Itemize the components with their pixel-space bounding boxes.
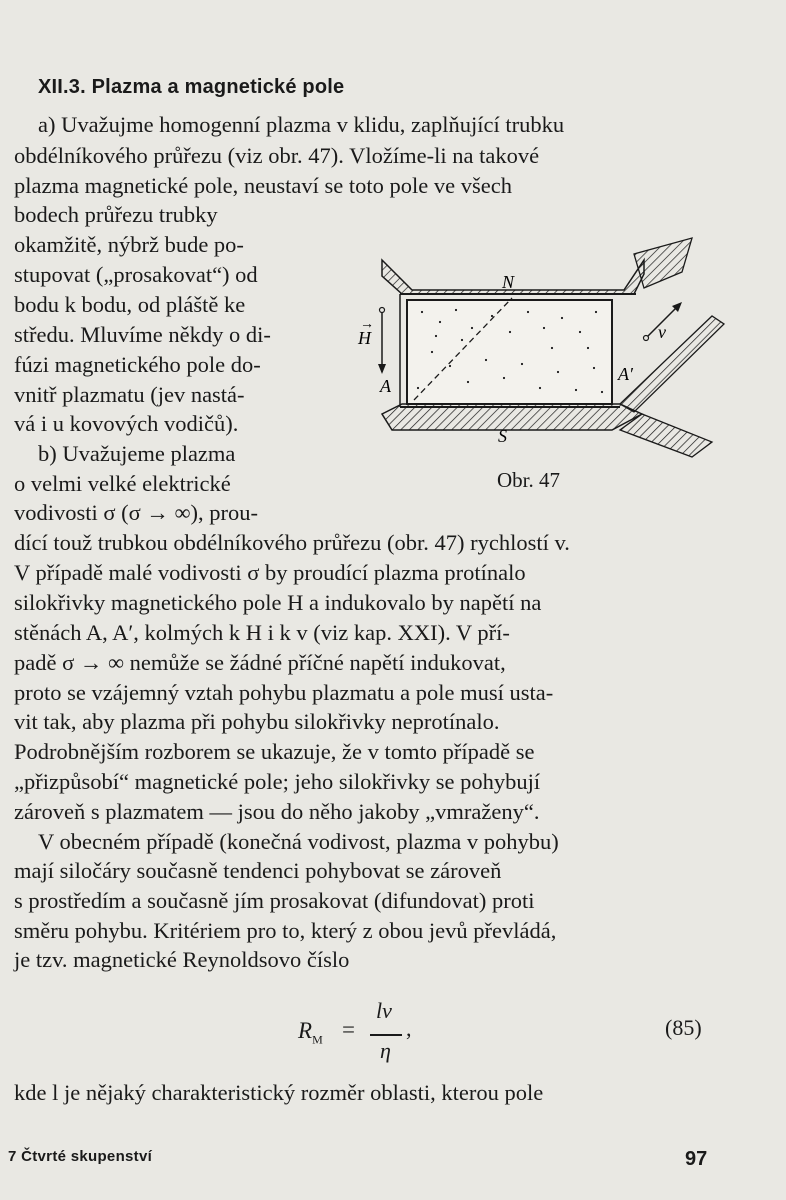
text-line: je tzv. magnetické Reynoldsovo číslo	[14, 947, 350, 972]
text-line: proto se vzájemný vztah pohybu plazmatu a pole musí usta-	[14, 680, 554, 705]
plasma-tube	[407, 300, 612, 404]
north-pole-flange	[634, 238, 692, 288]
text-line: plazma magnetické pole, neustaví se toto pole ve všech	[14, 173, 512, 198]
text-line: vodivosti σ (σ → ∞), prou-	[14, 500, 259, 525]
figure-47-diagram	[352, 232, 732, 472]
formula-denominator: η	[380, 1038, 391, 1063]
text-line: o velmi velké elektrické	[14, 471, 231, 496]
label-a: A	[380, 376, 391, 396]
section-heading: XII.3. Plazma a magnetické pole	[38, 76, 345, 98]
formula-numerator: lv	[376, 998, 392, 1023]
equation-85	[298, 998, 438, 1068]
text-line: vá i u kovových vodičů).	[14, 411, 239, 436]
text-line: vnitř plazmatu (jev nastá-	[14, 382, 245, 407]
text-line: silokřivky magnetického pole H a indukovalo by napětí na	[14, 590, 542, 615]
text-line: vit tak, aby plazma při pohybu silokřivky neprotínalo.	[14, 709, 500, 734]
text-line: Podrobnějším rozborem se ukazuje, že v tomto případě se	[14, 739, 535, 764]
label-a-prime: A′	[618, 364, 633, 384]
text-line: bodech průřezu trubky	[14, 202, 218, 227]
text-line: dící touž trubkou obdélníkového průřezu (obr. 47) rychlostí v.	[14, 530, 570, 555]
formula-lhs: $R_M$	[298, 1018, 323, 1047]
text-line: stěnách A, A′, kolmých k H i k v (viz kap. XXI). V pří-	[14, 620, 510, 645]
text-line: středu. Mluvíme někdy o di-	[14, 322, 271, 347]
footer-signature: 7 Čtvrté skupenství	[8, 1148, 153, 1165]
text-line: a) Uvažujme homogenní plazma v klidu, zaplňující trubku	[38, 112, 565, 137]
south-pole-flange	[620, 414, 712, 457]
text-line: b) Uvažujeme plazma	[38, 441, 236, 466]
text-line: kde l je nějaký charakteristický rozměr oblasti, kterou pole	[14, 1080, 544, 1105]
page-number: 97	[685, 1148, 708, 1170]
formula-equals: =	[342, 1017, 355, 1042]
equation-number: (85)	[665, 1015, 702, 1040]
text-line: padě σ → ∞ nemůže se žádné příčné napětí indukovat,	[14, 650, 506, 675]
text-line: „přizpůsobí“ magnetické pole; jeho silokřivky se pohybují	[14, 769, 541, 794]
text-line: V obecném případě (konečná vodivost, plazma v pohybu)	[38, 829, 559, 854]
text-line: fúzi magnetického pole do-	[14, 352, 261, 377]
text-line: směru pohybu. Kritériem pro to, který z obou jevů převládá,	[14, 918, 557, 943]
text-line: V případě malé vodivosti σ by proudící plazma protínalo	[14, 560, 526, 585]
svg-text:→: →	[360, 317, 374, 332]
label-v: v	[658, 322, 666, 342]
fraction-bar	[370, 1034, 402, 1036]
text-line: obdélníkového průřezu (viz obr. 47). Vložíme-li na takové	[14, 143, 540, 168]
text-line: mají siločáry současně tendenci pohybovat se zároveň	[14, 858, 502, 883]
text-line: okamžitě, nýbrž bude po-	[14, 232, 244, 257]
text-line: zároveň s plazmatem — jsou do něho jakoby „vmraženy“.	[14, 799, 540, 824]
right-wall	[620, 316, 724, 412]
text-line: s prostředím a současně jím prosakovat (difundovat) proti	[14, 888, 535, 913]
label-h: H	[358, 328, 371, 348]
text-line: stupovat („prosakovat“) od	[14, 262, 258, 287]
label-north: N	[502, 272, 515, 292]
label-south: S	[498, 426, 507, 446]
text-line: bodu k bodu, od pláště ke	[14, 292, 246, 317]
figure-caption: Obr. 47	[497, 468, 560, 492]
formula-comma: ,	[406, 1016, 412, 1041]
